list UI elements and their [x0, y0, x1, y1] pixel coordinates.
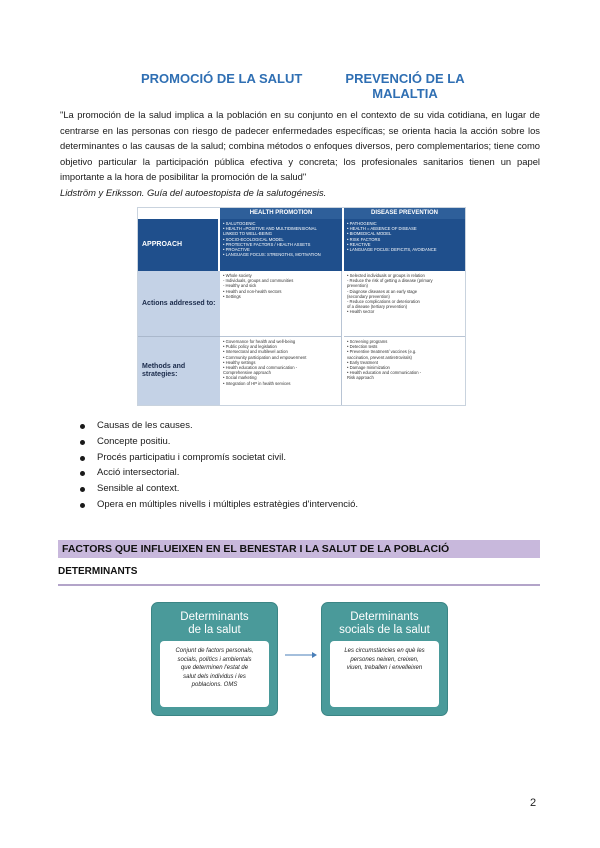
list-item: Sensible al context. [80, 481, 358, 497]
list-item: Acció intersectorial. [80, 465, 358, 481]
card-body [160, 641, 269, 707]
table-header-disease-prevention: DISEASE PREVENTION [344, 208, 465, 219]
card-title: Determinants de la salut [180, 611, 249, 636]
heading-disease-prevention [340, 71, 470, 101]
page-number: 2 [530, 797, 537, 809]
table-cell-actions-promotion: • Whole society - Individuals, groups and communities - Healthy and sick • Health and non-health sectors • Settings [220, 271, 342, 336]
arrow-right-icon [285, 650, 317, 660]
bullet-list [80, 418, 358, 513]
bullet-icon [80, 440, 85, 445]
table-cell-methods-prevention: • Screening programs • Detection tests • Preventive treatment/ vaccines (e.g. vaccination, prevent antiretrovirals) • Early treatment • Damage minimization • Health education and communication - Risk approach [344, 336, 465, 405]
list-item: Procés participatiu i compromís societat civil. [80, 450, 358, 466]
quote-source: Lidström y Eriksson. Guía del autoestopista de la salutogénesis. [60, 186, 327, 198]
subheading-determinants: DETERMINANTS [58, 566, 138, 577]
list-item: Opera en múltiples nivells i múltiples estratègies d'intervenció. [80, 497, 358, 513]
table-row-label-methods: Methods and strategies: [138, 336, 220, 405]
heading-disease-prevention-line1: PREVENCIÓ DE LA [345, 71, 465, 86]
bullet-icon [80, 456, 85, 461]
table-row-label-actions: Actions addressed to: [138, 271, 220, 336]
card-social-determinants [321, 602, 448, 716]
divider [58, 584, 540, 586]
table-cell-approach-promotion: • SALUTOGENIC • HEALTH =POSITIVE AND MULTIDIMENSIONAL LINKED TO WELL-BEING • SOCIO-ECOLOGICAL MODEL • PROTECTIVE FACTORS / HEALTH ASSETS • PROACTIVE • LANGUAGE FOCUS: STRENGTHS, MOTIVATION [220, 219, 342, 271]
card-title: Determinants socials de la salut [339, 611, 430, 636]
table-cell-approach-prevention: • PATHOGENIC • HEALTH = ABSENCE OF DISEASE • BIOMEDICAL MODEL • RISK FACTORS • REACTIVE • LANGUAGE FOCUS: DEFICITS, AVOIDANCE [344, 219, 465, 271]
heading-disease-prevention-line2: MALALTIA [372, 86, 438, 101]
table-row-label-approach: APPROACH [138, 219, 218, 271]
card-text: Les circumstàncies en què les persones neixen, creixen, viuen, treballen i envelleixen [344, 648, 425, 672]
table-header-health-promotion: HEALTH PROMOTION [220, 208, 342, 219]
quote-text: "La promoción de la salud implica a la población en su conjunto en el contexto de su vida cotidiana, en lugar de centrarse en las personas con riesgo de padecer enfermedades específicas; se orienta hacia la acción sobre los determinantes o las causas de la salud; combina métodos o enfoques diversos, pero complementarios; tiene como objetivo particular la participación pública efectiva y concreta; los profesionales sanitarios tienen un papel importante a la hora de posibilitar la promoción de la salud" [60, 109, 540, 183]
bullet-icon [80, 424, 85, 429]
comparison-table [137, 207, 466, 406]
list-item: Concepte positiu. [80, 434, 358, 450]
table-cell-methods-promotion: • Governance for health and well-being • Public policy and legislation • Intersectoral and multilevel action • Community participation and empowerment • Healthy settings • Health education and communication - Comprehensive approach • Social marketing • Integration of HP in health services [220, 336, 342, 405]
quote-paragraph [60, 107, 540, 201]
bullet-icon [80, 503, 85, 508]
list-item: Causas de les causes. [80, 418, 358, 434]
bullet-icon [80, 487, 85, 492]
section-heading-factors: FACTORS QUE INFLUEIXEN EN EL BENESTAR I LA SALUT DE LA POBLACIÓ [62, 543, 450, 555]
card-determinants-health [151, 602, 278, 716]
table-cell-actions-prevention: • Selected individuals or groups in relation - Reduce the risk of getting a disease (primary prevention) - Diagnose diseases at an early stage (secondary prevention) - Reduce complications or deterioration of a disease (tertiary prevention) • Health sector [347, 273, 433, 315]
heading-health-promotion: PROMOCIÓ DE LA SALUT [141, 71, 303, 86]
card-text: Conjunt de factors personals, socials, polítics i ambientals que determinen l'estat de salut dels individus i les poblacions. OMS [175, 648, 254, 689]
card-body [330, 641, 439, 707]
bullet-icon [80, 471, 85, 476]
